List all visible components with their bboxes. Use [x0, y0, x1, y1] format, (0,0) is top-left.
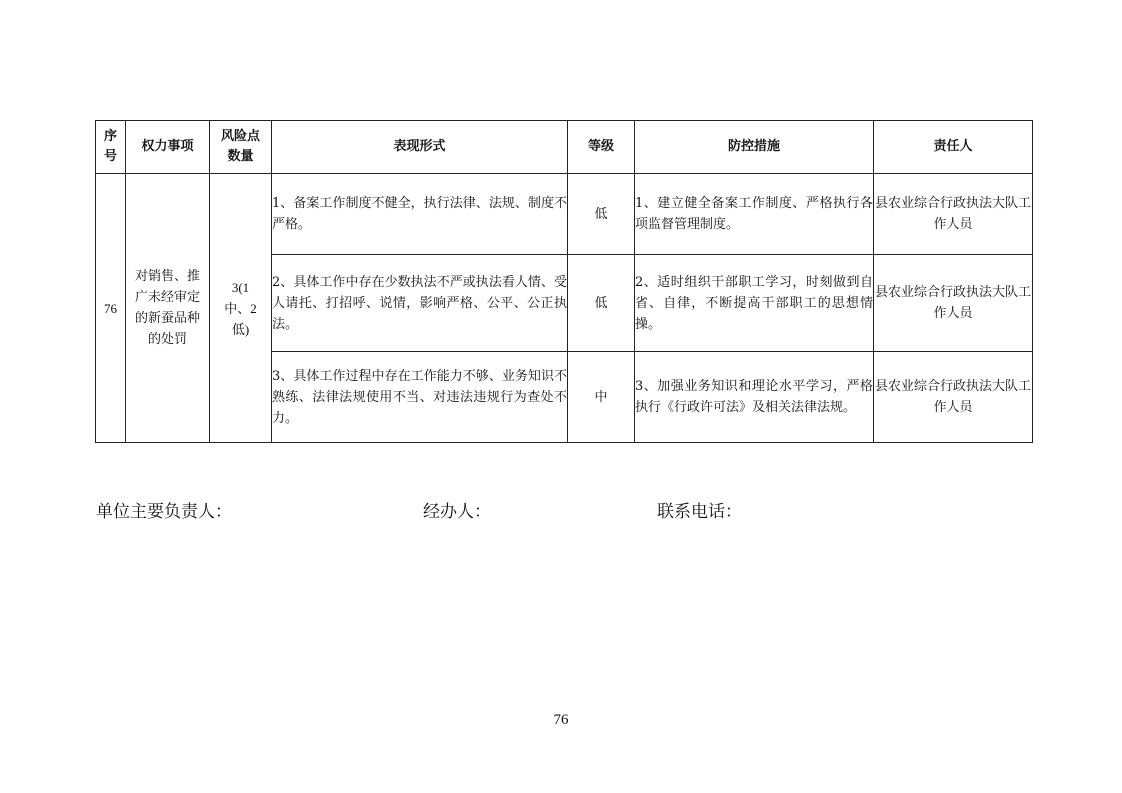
cell-level: 低: [568, 174, 635, 255]
cell-responsible: 县农业综合行政执法大队工作人员: [874, 174, 1033, 255]
header-risk-count: 风险点数量: [210, 121, 272, 174]
cell-level: 低: [568, 255, 635, 352]
header-responsible: 责任人: [874, 121, 1033, 174]
cell-manifestation: 1、备案工作制度不健全，执行法律、法规、制度不严格。: [272, 174, 568, 255]
unit-head-label: 单位主要负责人：: [96, 502, 232, 522]
risk-table: [95, 120, 1033, 443]
cell-responsible: 县农业综合行政执法大队工作人员: [874, 352, 1033, 443]
cell-measures: 1、建立健全备案工作制度、严格执行各项监督管理制度。: [635, 174, 874, 255]
header-level: 等级: [568, 121, 635, 174]
header-power-item: 权力事项: [126, 121, 210, 174]
page-number: 76: [553, 712, 569, 728]
phone-label: 联系电话：: [657, 502, 742, 522]
cell-risk-count: 3(1 中、2 低): [210, 174, 272, 443]
table-row: [96, 174, 1033, 255]
handler-label: 经办人：: [423, 502, 491, 522]
cell-manifestation: 2、具体工作中存在少数执法不严或执法看人情、受人请托、打招呼、说情，影响严格、公平、公正执法。: [272, 255, 568, 352]
cell-seq: 76: [96, 174, 126, 443]
cell-manifestation: 3、具体工作过程中存在工作能力不够、业务知识不熟练、法律法规使用不当、对违法违规行为查处不力。: [272, 352, 568, 443]
cell-measures: 3、加强业务知识和理论水平学习，严格执行《行政许可法》及相关法律法规。: [635, 352, 874, 443]
table-header-row: [96, 121, 1033, 174]
header-measures: 防控措施: [635, 121, 874, 174]
header-seq: 序号: [96, 121, 126, 174]
cell-level: 中: [568, 352, 635, 443]
cell-responsible: 县农业综合行政执法大队工作人员: [874, 255, 1033, 352]
cell-power-item: 对销售、推广未经审定的新蚕品种的处罚: [126, 174, 210, 443]
header-manifestation: 表现形式: [272, 121, 568, 174]
cell-measures: 2、适时组织干部职工学习，时刻做到自省、自律，不断提高干部职工的思想情操。: [635, 255, 874, 352]
